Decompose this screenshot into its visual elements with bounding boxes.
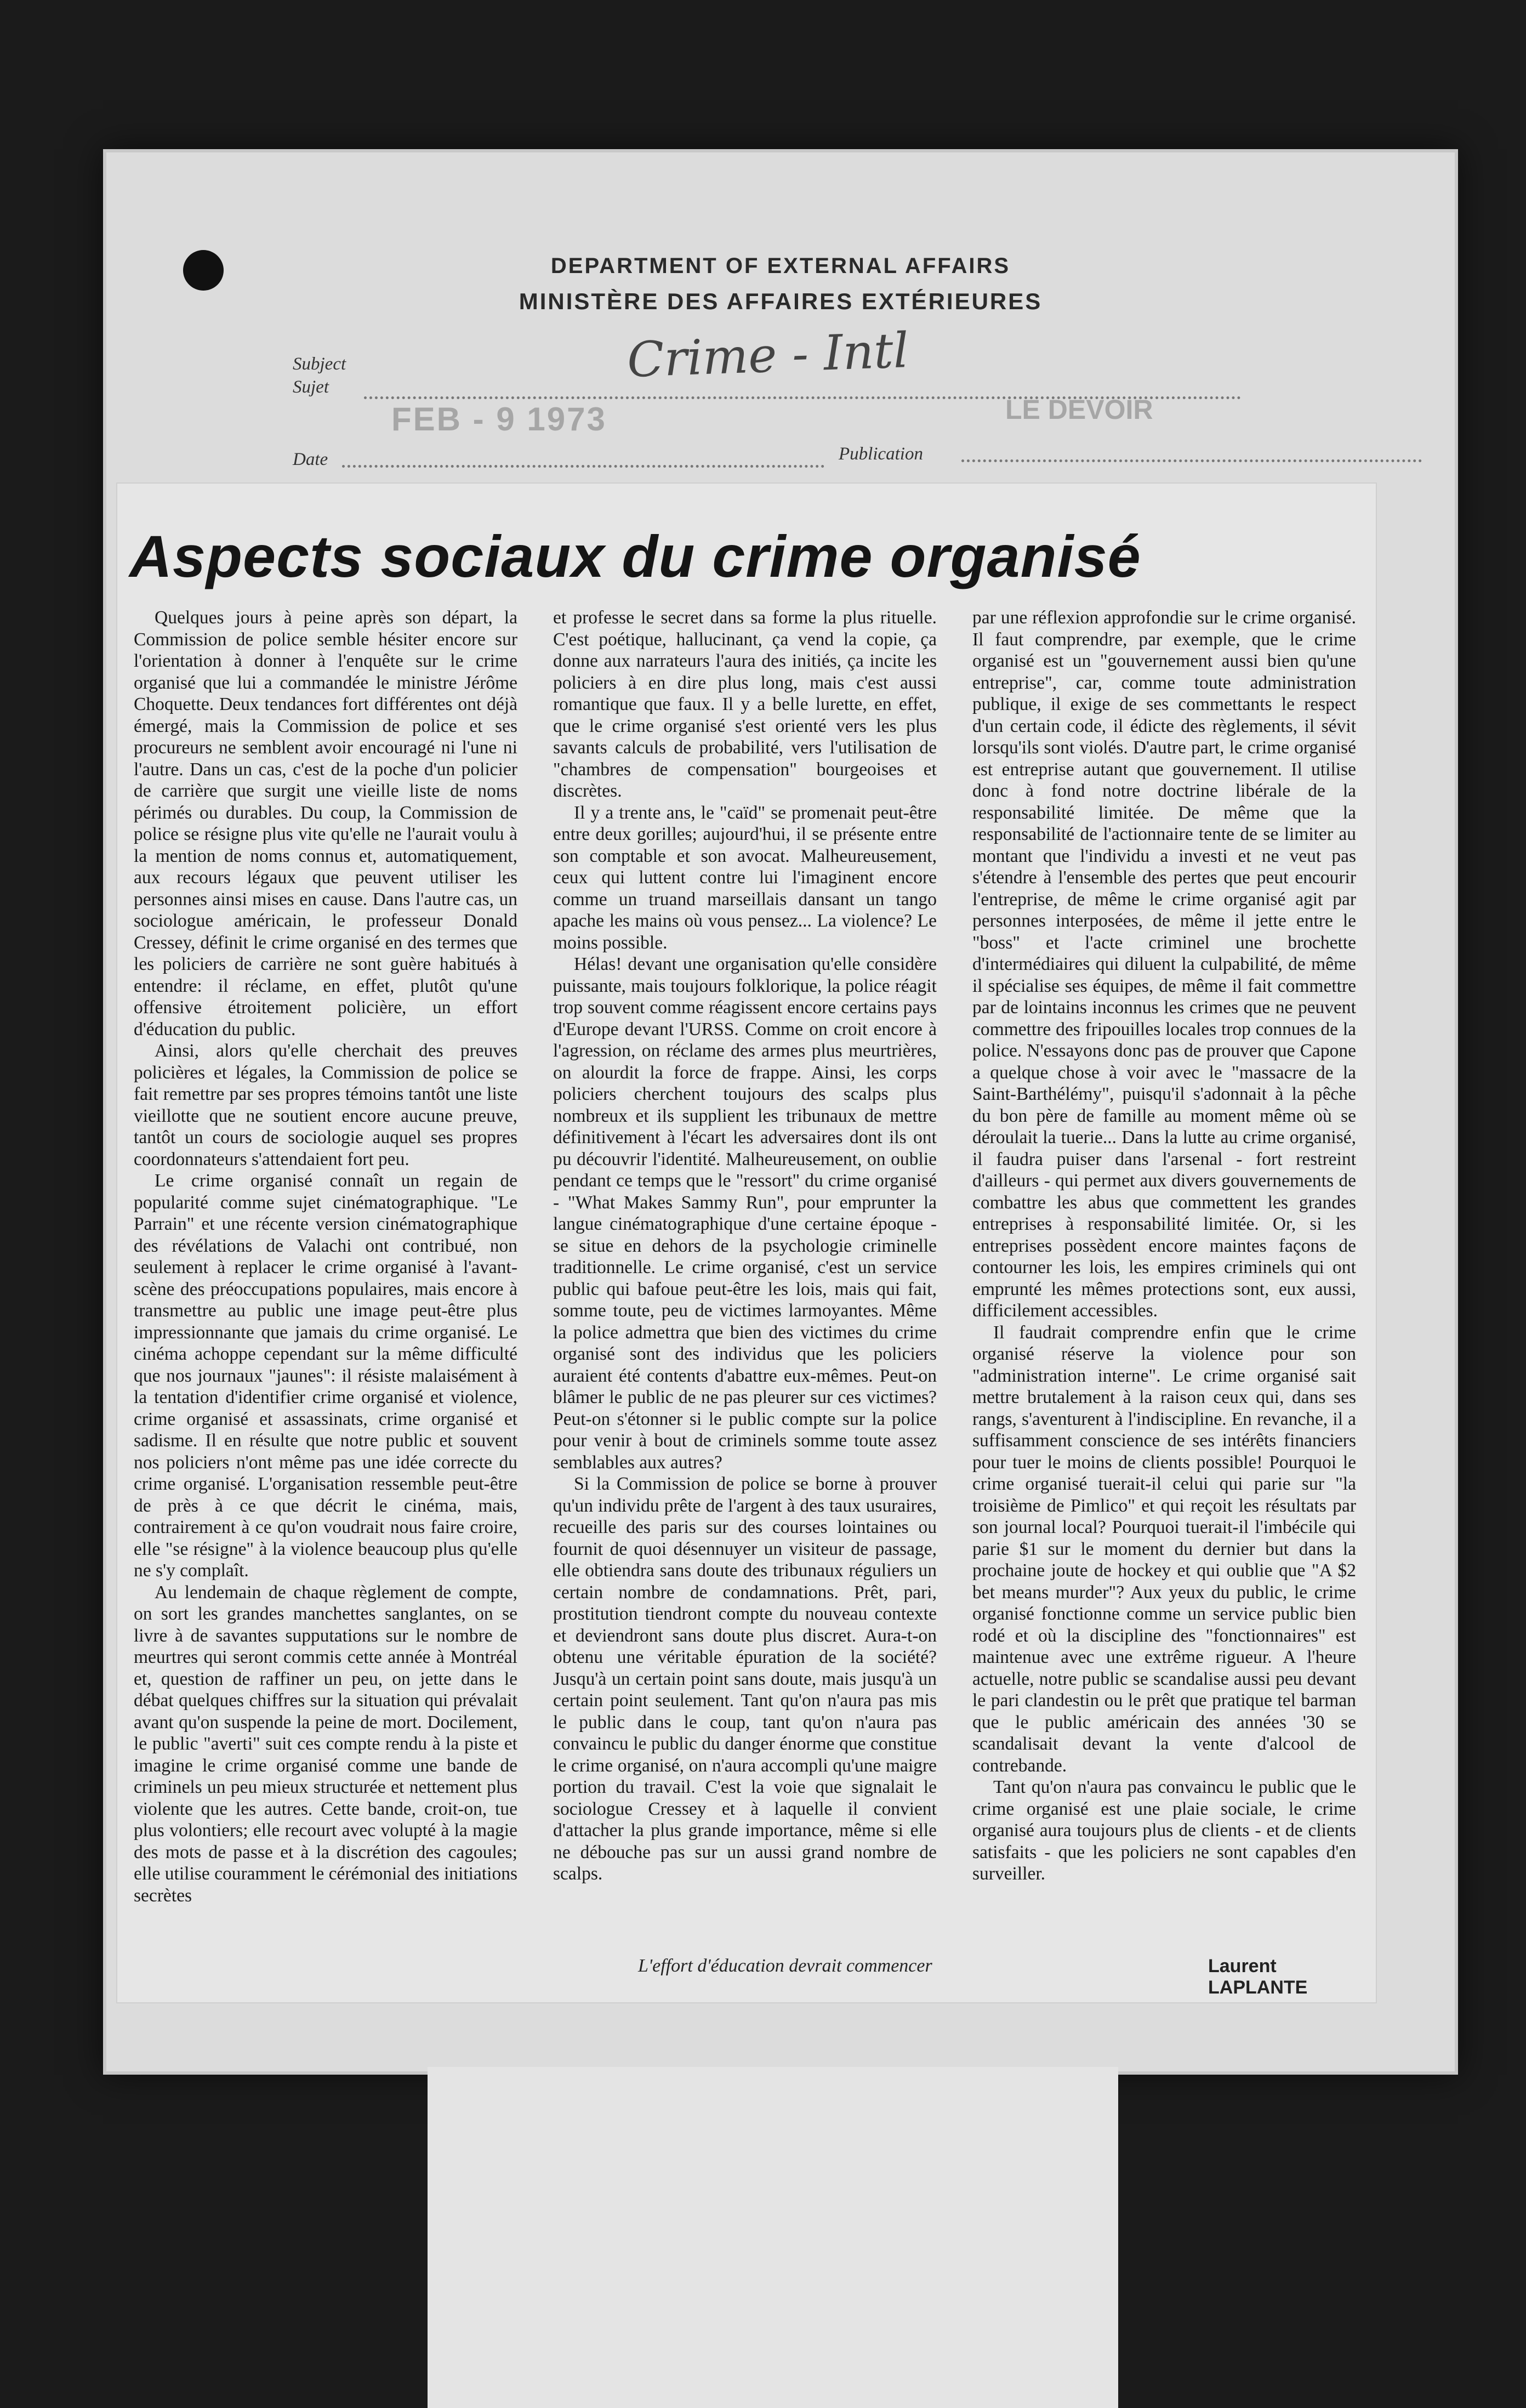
- date-stamp: FEB - 9 1973: [391, 401, 607, 438]
- paragraph: Au lendemain de chaque règlement de compte, on sort les grandes manchettes sanglantes, on se livre à de savantes supputations sur le nombre de meurtres qui seront commis cette année à Montréal et, question de raffiner un peu, on jette dans le débat quelques chiffres sur la situation qui prévalait avant qu'on suspende la peine de mort. Docilement, le public "averti" suit ces compte rendu à la piste et imagine le crime organisé comme une bande de criminels un peu mieux structurée et nettement plus violente que les autres. Cette bande, croit-on, tue plus volontiers; elle recourt avec volupté à la magie des mots de passe et à la discrétion des cagoules; elle utilise couramment le cérémonial des initiations secrètes: [134, 1582, 517, 1906]
- paragraph: par une réflexion approfondie sur le crime organisé. Il faut comprendre, par exemple, que le crime organisé est un "gouvernement aussi bien qu'une entreprise", car, comme toute administration publique, il exige de ses commettants le respect d'un certain code, il édicte des règlements, il sévit lorsqu'ils sont violés. D'autre part, le crime organisé est entreprise autant que gouvernement. Il utilise donc à fond notre doctrine libérale de la responsabilité limitée. De même que la responsabilité de l'actionnaire tente de se limiter au montant que l'individu a investi et ne veut pas s'étendre à l'ensemble des pertes que peut encourir l'entreprise, de même le crime organisé agit par personnes interposées, de même il jette entre le "boss" et l'acte criminel une brochette d'intermédiaires qui diluent la culpabilité, de même il spécialise ses équipes, de même il fait commettre par de lointains inconnus les crimes que ne peuvent commettre des fripouilles locales trop connues de la police. N'essayons donc pas de prouver que Capone a quelque chose à voir avec le "massacre de la Saint-Barthélémy", puisqu'il s'adonnait à la pêche du bon père de famille au moment même où se déroulait la tuerie... Dans la lutte au crime organisé, il faudra puiser dans l'arsenal - fort restreint d'ailleurs - qui permet aux divers gouvernements de combattre les abus que commettent les grandes entreprises à responsabilité limitée. Or, si les entreprises possèdent encore maintes façons de contourner les lois, les empires criminels qui ont emprunté les mêmes protections sont, eux aussi, difficilement accessibles.: [972, 607, 1356, 1321]
- paragraph: Ainsi, alors qu'elle cherchait des preuves policières et légales, la Commission de police se fait remettre par ses propres témoins tantôt une liste vieillotte que ne soutient encore aucune preuve, tantôt un cours de sociologie auquel ses propres coordonnateurs s'attendaient fort peu.: [134, 1041, 517, 1169]
- article-author: Laurent LAPLANTE: [1208, 1956, 1308, 1998]
- subject-label: Subject: [293, 354, 346, 374]
- paragraph: Hélas! devant une organisation qu'elle considère puissante, mais toujours folklorique, la police réagit trop souvent comme réagissent encore certains pays d'Europe devant l'URSS. Comme on croit encore à l'agression, on réclame des armes plus meurtrières, on alourdit la force de frappe. Ainsi, les corps policiers cherchent toujours des scalps plus nombreux et ils supplient les tribunaux de mettre définitivement à l'écart les adversaires dont ils ont pu découvrir l'identité. Malheureusement, on oublie pendant ce temps que le "ressort" du crime organisé - "What Makes Sammy Run", pour emprunter la langue cinématographique d'une certaine époque - se situe en dehors de la psychologie criminelle traditionnelle. Le crime organisé, c'est un service public qui bafoue peut-être les lois, mais qui fait, somme toute, peu de victimes larmoyantes. Même la police admettra que bien des victimes du crime organisé sont des individus que les policiers auraient été contents d'abattre eux-mêmes. Peut-on blâmer le public de ne pas pleurer sur ces victimes? Peut-on s'étonner si le public compte sur la police pour venir à bout de criminels somme toute assez semblables aux autres?: [553, 954, 937, 1473]
- paragraph: et professe le secret dans sa forme la plus rituelle. C'est poétique, hallucinant, ça vend la copie, ça donne aux narrateurs l'aura des initiés, ça incite les policiers à en dire plus long, mais c'est aussi romantique que faux. Il y a belle lurette, en effet, que le crime organisé s'est orienté vers les plus savants calculs de probabilité, vers l'utilisation de "chambres de compensation" bourgeoises et discrètes.: [553, 607, 937, 801]
- article-columns: [134, 607, 1356, 1998]
- publication-line: [961, 459, 1422, 462]
- paragraph: Tant qu'on n'aura pas convaincu le public que le crime organisé est une plaie sociale, le crime organisé aura toujours plus de clients - et de clients satisfaits - que les policiers ne sont capables d'en surveiller.: [972, 1777, 1356, 1884]
- sujet-label: Sujet: [293, 377, 329, 397]
- paragraph: Il faudrait comprendre enfin que le crime organisé réserve la violence pour son "administration interne". Le crime organisé sait mettre brutalement à la raison ceux qui, dans ses rangs, s'aventurent à l'indiscipline. En revanche, il a suffisamment conscience de ses intérêts financiers pour tuer le moins de clients possible! Pourquoi le crime organisé tuerait-il celui qui parie sur "la troisième de Pimlico" et qui reçoit les résultats par son journal local? Pourquoi tuerait-il l'imbécile qui parie $1 sur le moment du dernier but dans la prochaine joute de hockey et qui oublie que "A $2 bet means murder"? Aux yeux du public, le crime organisé fonctionne comme un service public bien rodé et où la discipline des "fonctionnaires" est maintenue avec une extrême rigueur. A l'heure actuelle, notre public se scandalise aussi peu devant le pari clandestin ou le prêt que pratique tel barman que le public américain des années '30 se scandalisait devant la vente d'alcool de contrebande.: [972, 1322, 1356, 1776]
- department-en: DEPARTMENT OF EXTERNAL AFFAIRS: [550, 254, 1011, 278]
- paper-clip-shadow: [428, 2067, 1118, 2408]
- date-label: Date: [293, 450, 328, 469]
- paragraph: Il y a trente ans, le "caïd" se promenait peut-être entre deux gorilles; aujourd'hui, il se présente entre son comptable et son avocat. Malheureusement, ceux qui luttent contre lui l'imaginent encore comme un truand marseillais dansant un tango apache les mains où vous pensez... La violence? Le moins possible.: [553, 802, 937, 953]
- article-column-2: [553, 607, 937, 1885]
- publication-stamp: LE DEVOIR: [1005, 394, 1153, 425]
- department-fr: MINISTÈRE DES AFFAIRES EXTÉRIEURES: [519, 288, 1043, 314]
- paragraph: Quelques jours à peine après son départ, la Commission de police semble hésiter encore sur l'orientation à donner à l'enquête sur le crime organisé que lui a commandée le ministre Jérôme Choquette. Deux tendances fort différentes ont déjà émergé, mais la Commission de police et ses procureurs ne semblent avoir encouragé ni l'une ni l'autre. Dans un cas, c'est de la poche d'un policier de carrière que surgit une vieille liste de noms périmés ou durables. Du coup, la Commission de police se résigne plus vite qu'elle ne l'aurait voulu à la mention de noms connus et, automatiquement, aux recours légaux que peuvent utiliser les personnes ainsi mises en cause. Dans l'autre cas, un sociologue américain, le professeur Donald Cressey, définit le crime organisé en des termes que les policiers de carrière ne sont guère habitués à entendre: il réclame, en effet, plutôt qu'une offensive étroitement policière, un effort d'éducation du public.: [134, 607, 517, 1040]
- subject-handwriting: Crime - Intl: [626, 322, 910, 388]
- date-line: [342, 465, 824, 468]
- paragraph: Le crime organisé connaît un regain de popularité comme sujet cinématographique. "Le Parrain" et une récente version cinématographique des révélations de Valachi ont contribué, non seulement à replacer le crime organisé à l'avant-scène des préoccupations populaires, mais encore à transmettre au public une image peut-être plus impressionnante que jamais du crime organisé. Le cinéma achoppe cependant sur la même difficulté que nos journaux "jaunes": il résiste malaisément à la tentation d'identifier crime organisé et violence, crime organisé et assassinats, crime organisé et sadisme. Il en résulte que notre public et souvent nos policiers n'ont même pas une idée correcte du crime organisé. L'organisation ressemble peut-être de près à ce que décrit le cinéma, mais, contrairement à ce qu'on voudrait nous faire croire, elle "se résigne" à la violence beaucoup plus qu'elle ne s'y complaît.: [134, 1171, 517, 1581]
- article-column-3: [972, 607, 1356, 1885]
- column-continuation: L'effort d'éducation devrait commencer: [638, 1956, 932, 1976]
- newspaper-clipping: [116, 482, 1377, 2003]
- paragraph: Si la Commission de police se borne à prouver qu'un individu prête de l'argent à des taux usuraires, recueille des paris sur des courses lointaines ou fournit de quoi désennuyer un visiteur de passage, elle obtiendra sans doute des tribunaux réguliers un certain nombre de condamnations. Prêt, pari, prostitution tiendront compte du nouveau contexte et deviendront sans doute plus discret. Aura-t-on obtenu une véritable épuration de la société? Jusqu'à un certain point sans doute, mais jusqu'à un certain point seulement. Tant qu'on n'aura pas mis le public dans le coup, tant qu'on n'aura pas convaincu le public du danger énorme que constitue le crime organisé, on n'aura accompli qu'une maigre portion du travail. C'est la voie que signalait le sociologue Cressey et à laquelle il convient d'attacher la plus grande importance, même si elle ne débouche pas sur un aussi grand nombre de scalps.: [553, 1474, 937, 1884]
- article-column-1: [134, 607, 517, 1906]
- publication-label: Publication: [839, 444, 923, 464]
- article-title: Aspects sociaux du crime organisé: [129, 523, 1141, 589]
